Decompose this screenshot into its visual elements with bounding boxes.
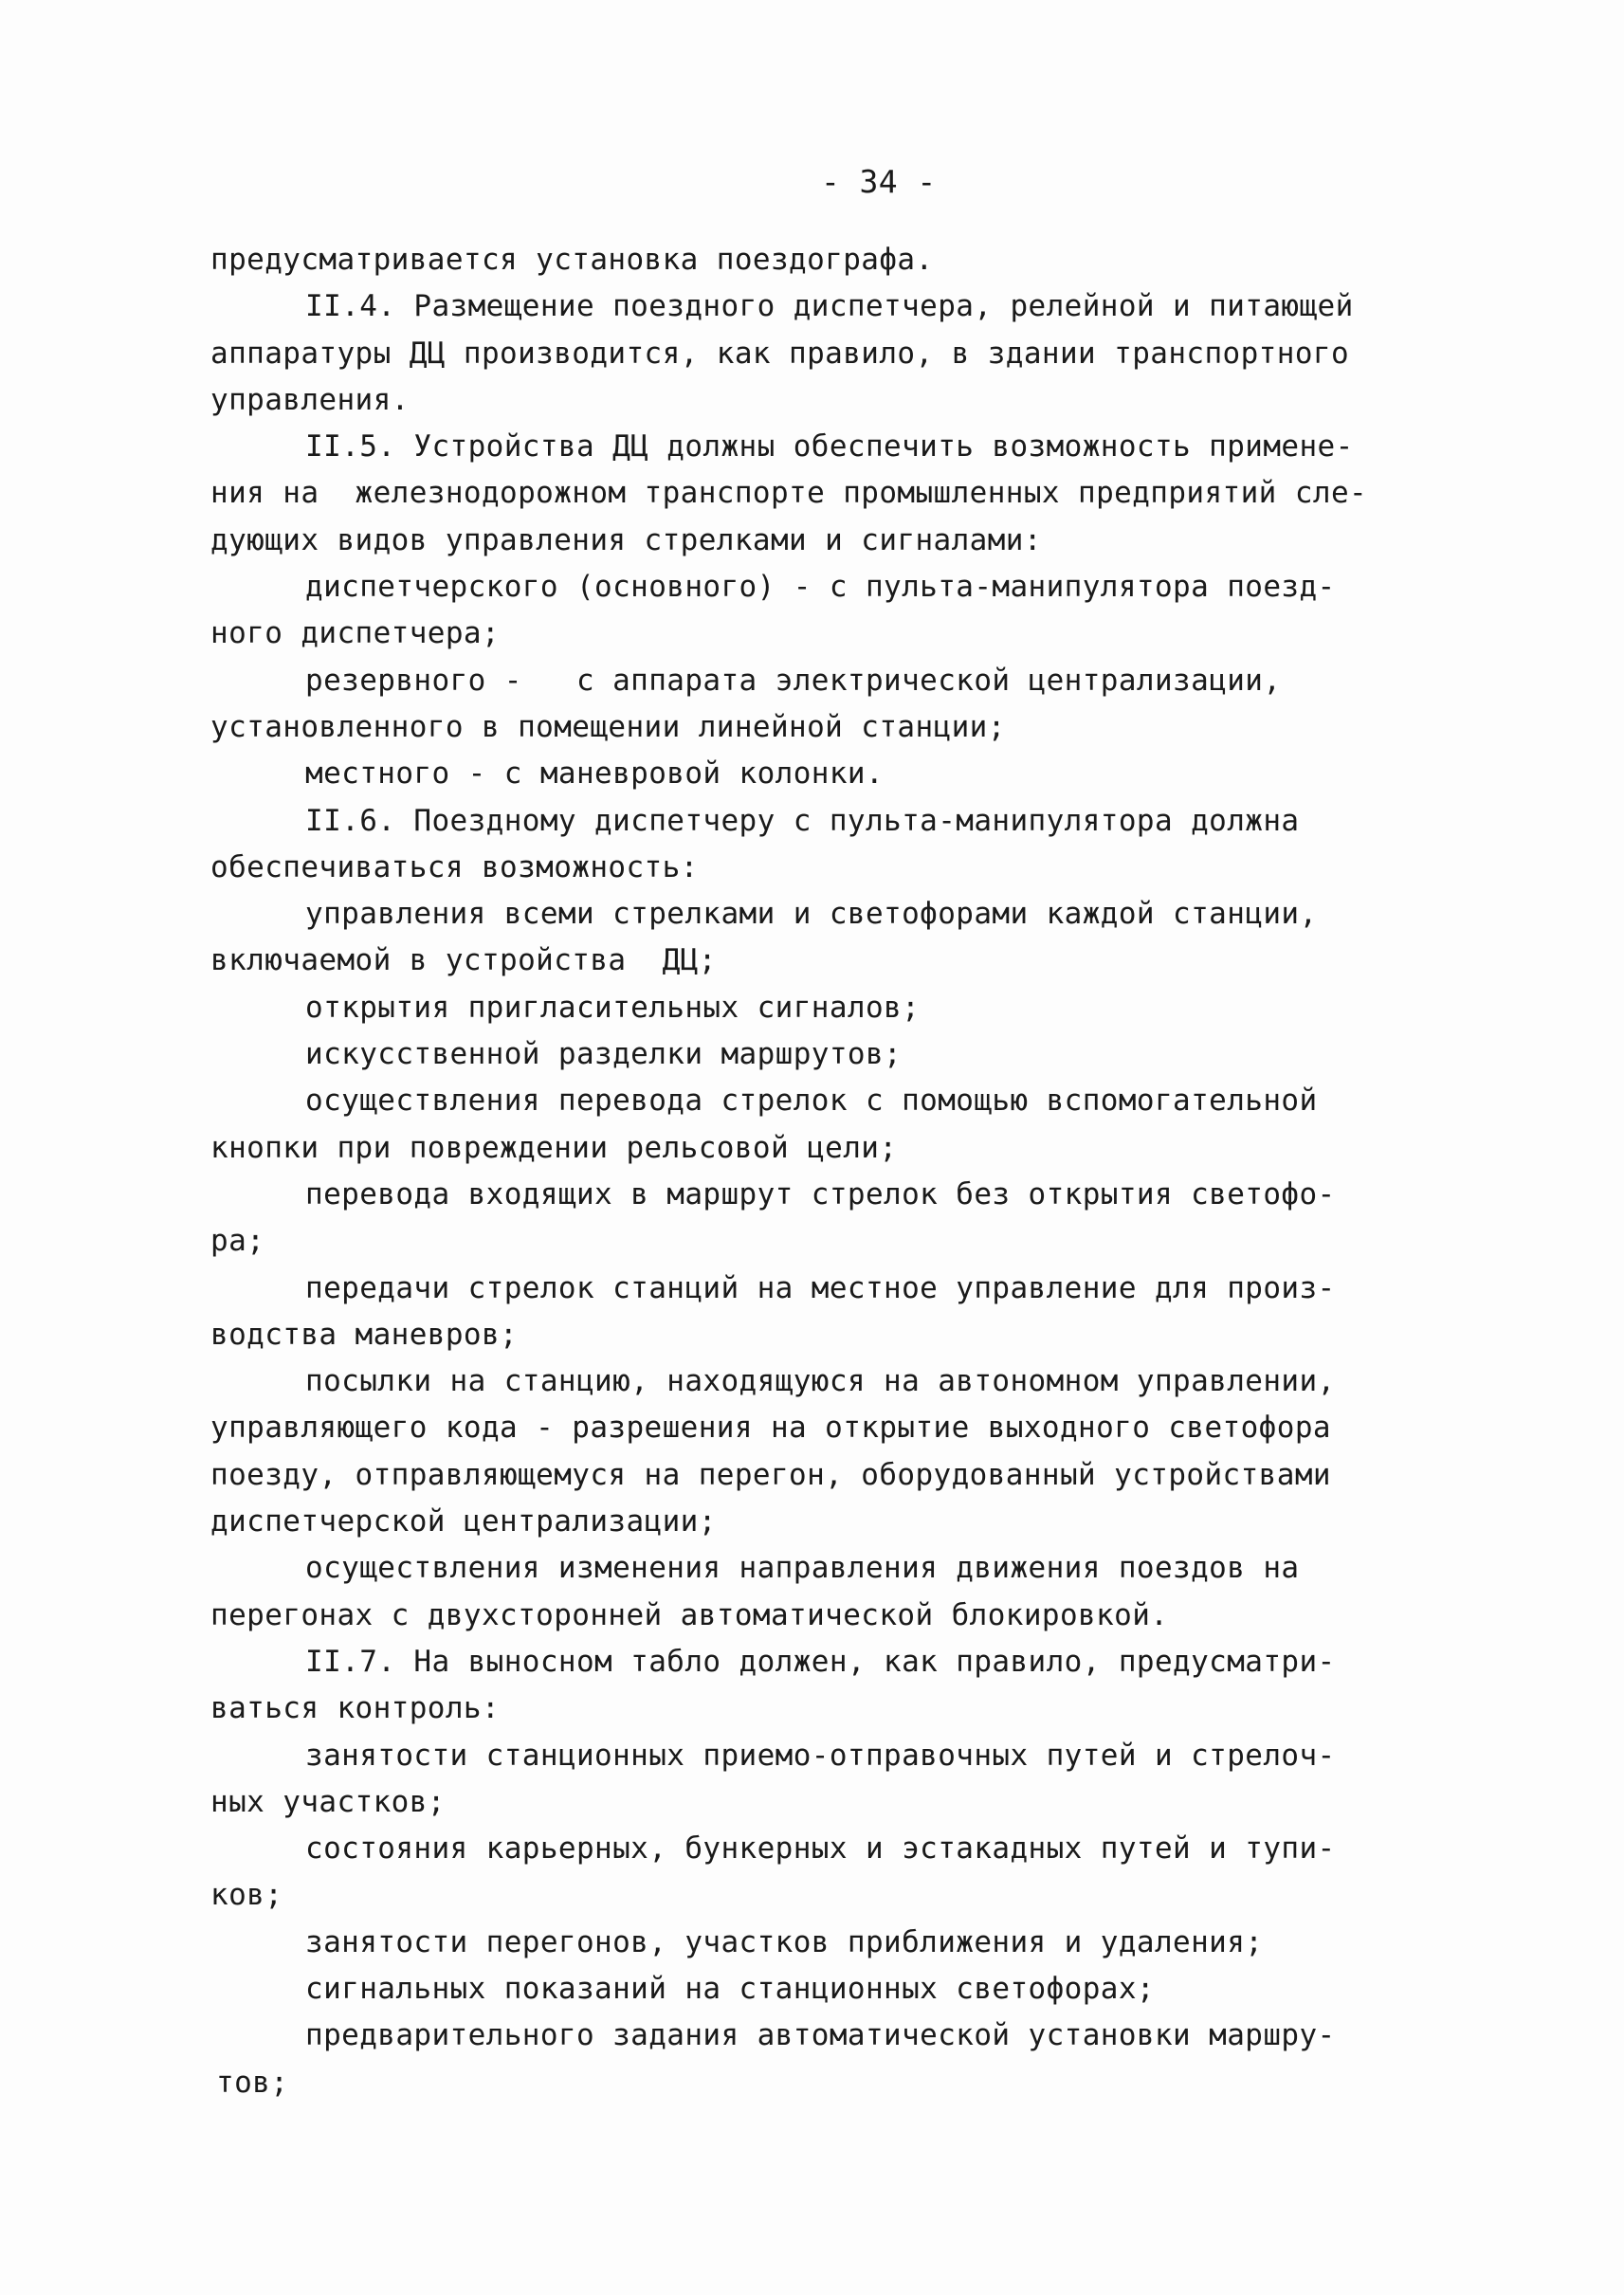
text-line: аппаратуры ДЦ производится, как правило, в здании транспортного (210, 336, 1350, 371)
list-item-line: передачи стрелок станций на местное управление для произ- (305, 1270, 1336, 1305)
section-11-4-line: II.4. Размещение поездного диспетчера, релейной и питающей (305, 289, 1354, 324)
list-item-line: искусственной разделки маршрутов; (305, 1037, 903, 1072)
text-line: поезду, отправляющемуся на перегон, оборудованный устройствами (210, 1457, 1331, 1492)
text-line: включаемой в устройства ДЦ; (210, 943, 717, 978)
text-line: диспетчерской централизации; (210, 1504, 717, 1539)
text-line: перегонах с двухсторонней автоматической блокировкой. (210, 1597, 1169, 1632)
list-item-line: осуществления перевода стрелок с помощью вспомогательной (305, 1084, 1318, 1119)
list-item-line: осуществления изменения направления движения поездов на (305, 1551, 1300, 1586)
section-11-5-line: II.5. Устройства ДЦ должны обеспечить возможность примене- (305, 429, 1354, 464)
text-line: установленного в помещении линейной станции; (210, 709, 1006, 744)
page-number: - 34 - (821, 163, 937, 200)
list-item-line: управления всеми стрелками и светофорами каждой станции, (305, 897, 1318, 932)
text-line: ваться контроль: (210, 1691, 501, 1726)
text-line: дующих видов управления стрелками и сигналами: (210, 522, 1042, 557)
text-line: предусматривается установка поездографа. (210, 243, 934, 277)
section-11-6-line: II.6. Поездному диспетчеру с пульта-манипулятора должна (305, 803, 1300, 838)
text-line: ния на железнодорожном транспорте промышленных предприятий сле- (210, 476, 1368, 511)
text-line: ного диспетчера; (210, 616, 501, 651)
list-item-line: местного - с маневровой колонки. (305, 756, 885, 792)
list-item-line: перевода входящих в маршрут стрелок без открытия светофо- (305, 1176, 1336, 1211)
text-line: тов; (216, 2065, 289, 2100)
list-item-line: занятости перегонов, участков приближения и удаления; (305, 1924, 1264, 1959)
text-line: управления. (210, 382, 410, 417)
list-item-line: занятости станционных приемо-отправочных путей и стрелоч- (305, 1738, 1336, 1773)
text-line: ных участков; (210, 1784, 446, 1819)
text-line: обеспечиваться возможность: (210, 849, 699, 884)
list-item-line: предварительного задания автоматической установки маршру- (305, 2018, 1336, 2053)
list-item-line: открытия пригласительных сигналов; (305, 990, 921, 1025)
list-item-line: сигнальных показаний на станционных светофорах; (305, 1971, 1155, 2006)
text-line: ков; (210, 1878, 283, 1913)
text-line: ра; (210, 1224, 265, 1259)
text-line: управляющего кода - разрешения на открытие выходного светофора (210, 1411, 1331, 1446)
list-item-line: состояния карьерных, бункерных и эстакадных путей и тупи- (305, 1831, 1336, 1867)
list-item-line: резервного - с аппарата электрической централизации, (305, 663, 1282, 698)
text-line: водства маневров; (210, 1317, 519, 1352)
list-item-line: посылки на станцию, находящуюся на автономном управлении, (305, 1364, 1336, 1399)
list-item-line: диспетчерского (основного) - с пульта-манипулятора поезд- (305, 570, 1336, 605)
body-text (210, 237, 1462, 2106)
section-11-7-line: II.7. На выносном табло должен, как правило, предусматри- (305, 1644, 1336, 1679)
text-line: кнопки при повреждении рельсовой цели; (210, 1130, 898, 1165)
